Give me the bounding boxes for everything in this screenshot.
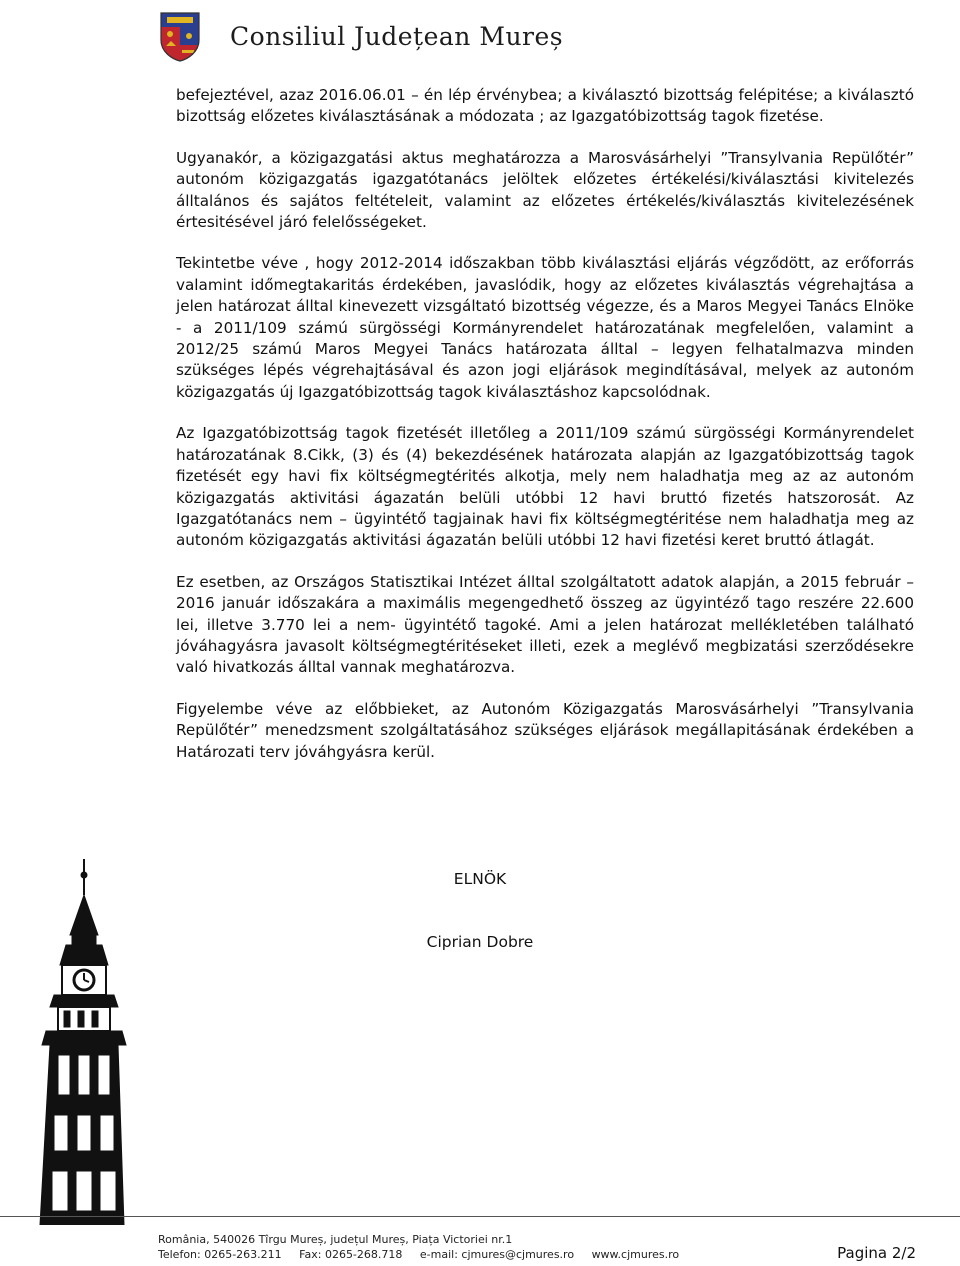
footer-website[interactable]: www.cjmures.ro [591, 1248, 680, 1261]
footer-address: România, 540026 Tîrgu Mureș, județul Mureș, Piața Victoriei nr.1 [158, 1233, 513, 1246]
footer-phone: Telefon: 0265-263.211 [158, 1248, 282, 1261]
signature-role: ELNÖK [453, 870, 507, 888]
paragraph: Tekintetbe véve , hogy 2012-2014 időszakban több kiválasztási eljárás végződött, az erőforrás valamint időmegtakaritás érdekében, javaslódik, hogy az előzetes kiválasztás végrehajtása a jelen határozat álltal kinevezett vizsgáltató bizottség végezze, és a Maros Megyei Tanács Elnöke - a 2011/109 számú sürgösségi Kormányrendelet határozatának megfelelően, valamint a 2012/25 számú Maros Megyei Tanács határozata álltal – legyen felhatalmazva minden szükséges lépés végrehajtásával és azon jogi eljárások megindításával, melyek az autonóm közigazgatás új Igazgatóbizottság tagok kiválasztáshoz kapcsolódnak. [176, 254, 914, 401]
county-coat-of-arms-icon [158, 10, 202, 62]
clock-tower-icon [0, 855, 158, 1225]
footer-divider [0, 1216, 960, 1217]
footer-contact [158, 1232, 693, 1262]
page-number: Pagina 2/2 [837, 1244, 916, 1262]
paragraph: Ugyanakór, a közigazgatási aktus meghatározza a Marosvásárhelyi ”Transylvania Repülőtér” autonóm közigazgatás igazgatótanács jelöltek előzetes értékelési/kiválasztási kivitelezés álltalános és sajátos feltételeit, valamint az előzetes értékelés/kiválasztás kivitelezésének értesitésével járó felelősségeket. [176, 148, 914, 232]
paragraph: befejeztével, azaz 2016.06.01 – én lép érvénybea; a kiválasztó bizottság felépitése; a kiválasztó bizottság előzetes kiválasztásának a módozata ; az Igazgatóbizottság tagok fizetése. [176, 86, 914, 126]
paragraph: Ez esetben, az Országos Statisztikai Intézet álltal szolgáltatott adatok alapján, a 2015 február – 2016 január időszakára a maximális megengedhető összeg az ügyintéző tago reszére 22.600 lei, illetve 3.770 lei a nem- ügyintétő tagoké. Ami a jelen határozat mellékletében található jóváhagyásra javasolt költségmegtéritéseket illeti, ezek a meglévő megbizatási szerződésekre való hivatkozás álltal vannak meghatározva. [176, 572, 914, 677]
footer-email[interactable]: e-mail: cjmures@cjmures.ro [419, 1248, 575, 1261]
signature-name: Ciprian Dobre [426, 933, 534, 951]
header-title: Consiliul Județean Mureș [230, 22, 564, 51]
footer-fax: Fax: 0265-268.718 [299, 1248, 403, 1261]
document-body [176, 85, 914, 783]
paragraph: Figyelembe véve az előbbieket, az Autonóm Közigazgatás Marosvásárhelyi ”Transylvania Repülőtér” menedzsment szolgáltatásához szükséges eljárások megállapitásának érdekében a Határozati terv jóváhgyásra kerül. [176, 699, 914, 761]
paragraph: Az Igazgatóbizottság tagok fizetését illetőleg a 2011/109 számú sürgösségi Kormányrendelet határozatának 8.Cikk, (3) és (4) bekezdésének határozata alapján az Igazgatóbizottság tagok fizetését egy havi fix költségmegtérités alkotja, mely nem haladhatja meg az az autonóm közigazgatás aktivitási ágazatán belüli utóbbi 12 havi bruttó fizetés hatszorosát. Az Igazgatótanács nem – ügyintétő tagjainak havi fix költségmegtéritése nem haladhatja meg az autonóm közigazgatás aktivitási ágazatán belüli utóbbi 12 havi fizetési keret bruttó átlagát. [176, 424, 914, 550]
